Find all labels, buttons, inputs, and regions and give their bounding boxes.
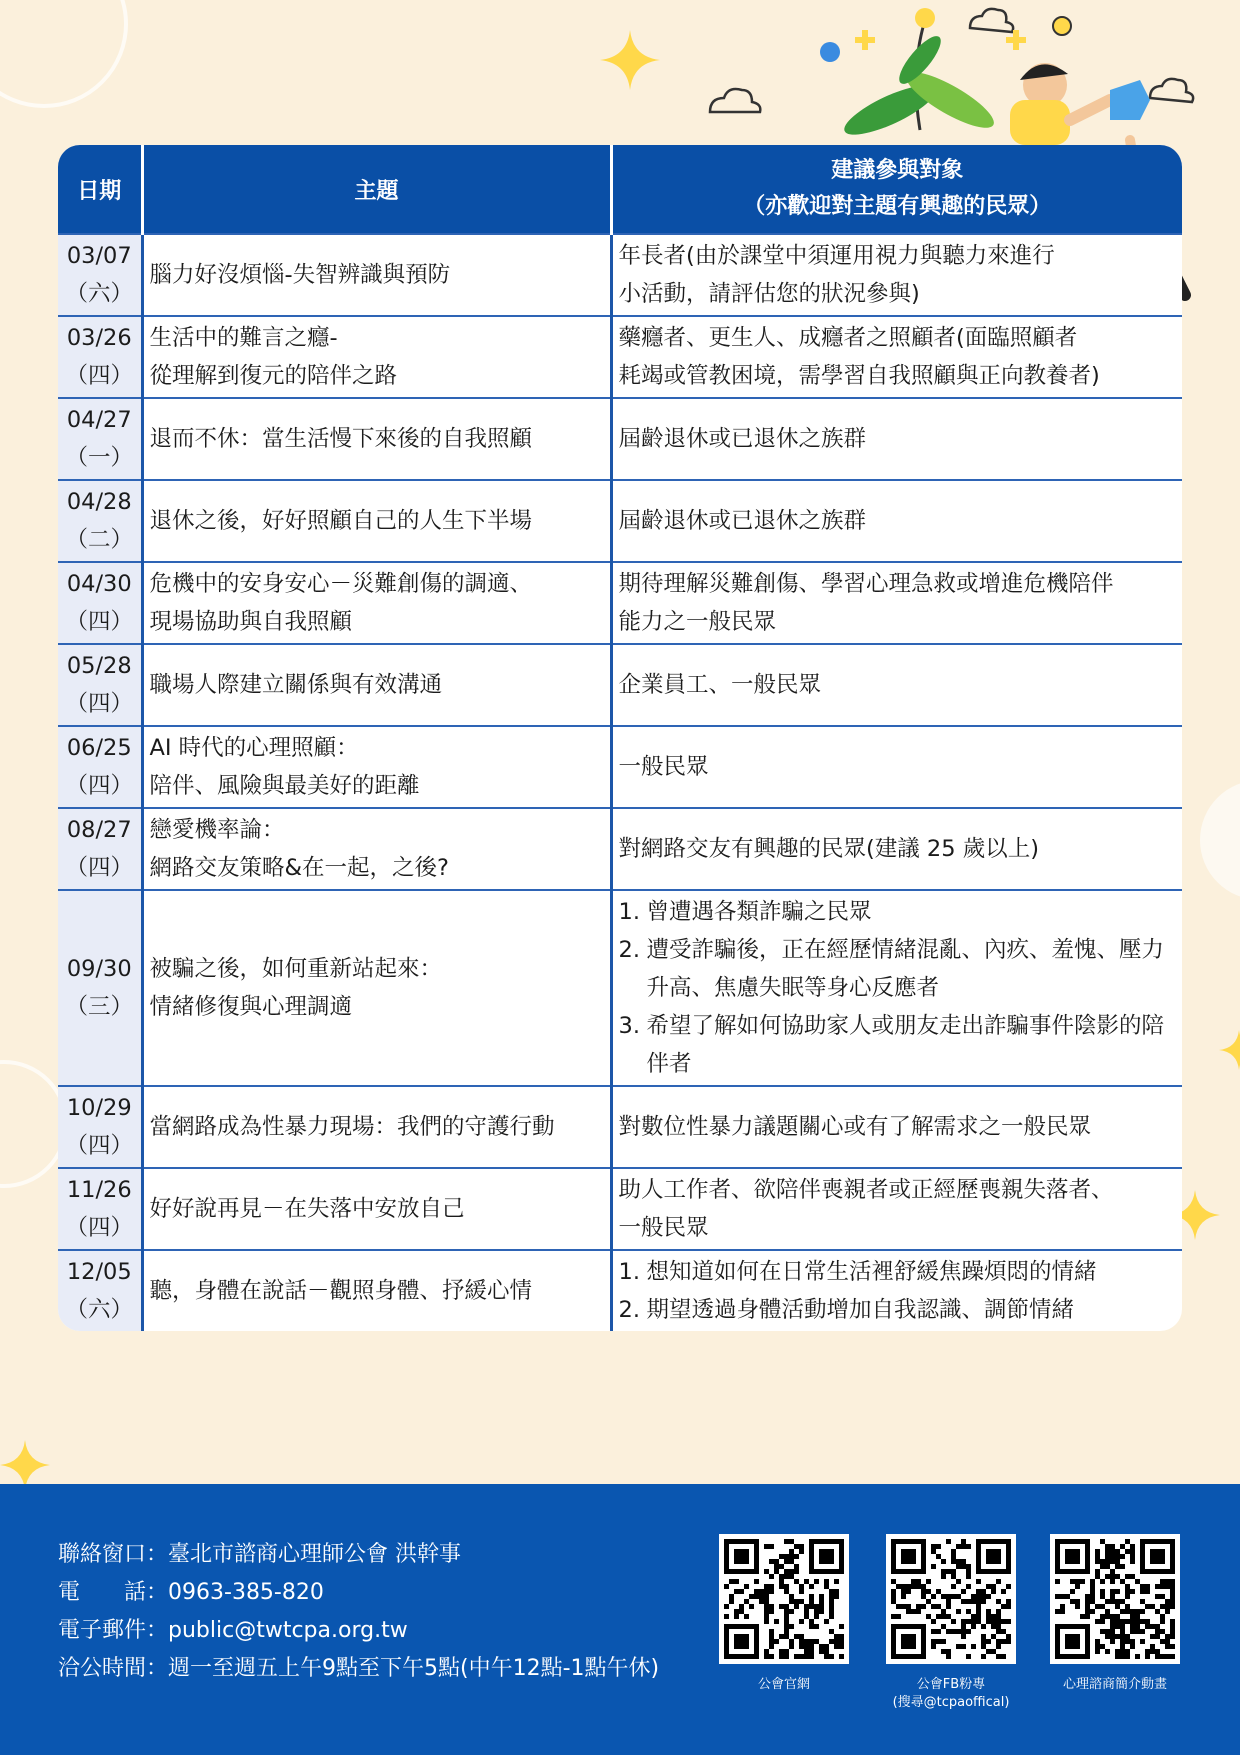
audience-line: 一般民眾 xyxy=(618,1215,709,1241)
header-audience-line2: （亦歡迎對主題有興趣的民眾） xyxy=(743,194,1052,219)
row-date: 10/29 xyxy=(66,1095,132,1121)
row-date: 04/28 xyxy=(66,489,132,515)
topic-cell xyxy=(142,726,611,808)
row-weekday: （四） xyxy=(65,855,133,881)
list-text: 期望透過身體活動增加自我認識、調節情緒 xyxy=(646,1297,1075,1323)
audience-list-item xyxy=(619,893,1177,931)
date-cell xyxy=(58,1250,142,1331)
bg-circle-right xyxy=(1200,780,1240,900)
audience-cell xyxy=(611,890,1182,1086)
date-cell xyxy=(58,1086,142,1168)
row-weekday: （四） xyxy=(65,609,133,635)
qr-fb-page[interactable]: 公會FB粉專 (搜尋@tcpaoffical) xyxy=(886,1534,1016,1712)
audience-list-item xyxy=(619,1253,1177,1291)
topic-line: 腦力好沒煩惱-失智辨識與預防 xyxy=(149,262,451,288)
contact-hours: 洽公時間：週一至週五上午9點至下午5點(中午12點-1點午休) xyxy=(58,1656,660,1681)
row-weekday: （四） xyxy=(65,1215,133,1241)
audience-line: 企業員工、一般民眾 xyxy=(618,672,822,698)
table-row xyxy=(58,1250,1182,1331)
topic-line: 生活中的難言之癮- xyxy=(149,325,338,351)
bg-circle-top-left xyxy=(0,0,128,108)
audience-line: 耗竭或管教困境，需學習自我照顧與正向教養者) xyxy=(618,363,1100,389)
date-cell xyxy=(58,398,142,480)
audience-cell xyxy=(611,808,1182,890)
row-date: 04/27 xyxy=(66,407,132,433)
date-cell xyxy=(58,316,142,398)
table-row xyxy=(58,562,1182,644)
audience-line: 對數位性暴力議題關心或有了解需求之一般民眾 xyxy=(618,1114,1092,1140)
topic-cell xyxy=(142,316,611,398)
audience-line: 對網路交友有興趣的民眾(建議 25 歲以上) xyxy=(618,836,1039,862)
audience-cell xyxy=(611,234,1182,316)
table-row xyxy=(58,1168,1182,1250)
row-weekday: （四） xyxy=(65,773,133,799)
sparkle-icon xyxy=(1218,1030,1240,1070)
date-cell xyxy=(58,1168,142,1250)
row-weekday: （三） xyxy=(65,994,133,1020)
row-weekday: （六） xyxy=(65,281,133,307)
list-number: 2. xyxy=(618,1297,640,1323)
audience-line: 一般民眾 xyxy=(618,754,709,780)
row-date: 09/30 xyxy=(66,956,132,982)
date-cell xyxy=(58,890,142,1086)
phone-link[interactable]: 0963-385-820 xyxy=(168,1580,324,1605)
audience-line: 藥癮者、更生人、成癮者之照顧者(面臨照顧者 xyxy=(618,325,1078,351)
topic-cell xyxy=(142,1250,611,1331)
contact-info xyxy=(58,1536,659,1688)
row-weekday: （二） xyxy=(65,527,133,553)
contact-window: 聯絡窗口：臺北市諮商心理師公會 洪幹事 xyxy=(58,1542,462,1567)
audience-list xyxy=(619,1253,1177,1329)
topic-line: 危機中的安身安心－災難創傷的調適、 xyxy=(149,571,533,597)
audience-cell xyxy=(611,726,1182,808)
header-topic: 主題 xyxy=(142,145,611,234)
topic-line: 現場協助與自我照顧 xyxy=(149,609,353,635)
header-audience-line1: 建議參與對象 xyxy=(831,158,964,183)
audience-cell xyxy=(611,480,1182,562)
table-row xyxy=(58,1086,1182,1168)
topic-cell xyxy=(142,644,611,726)
row-date: 08/27 xyxy=(66,817,132,843)
row-weekday: （四） xyxy=(65,691,133,717)
row-weekday: （四） xyxy=(65,1133,133,1159)
topic-line: 情緒修復與心理調適 xyxy=(149,994,353,1020)
list-number: 1. xyxy=(618,1259,640,1285)
sparkle-icon xyxy=(0,1440,50,1490)
date-cell xyxy=(58,644,142,726)
row-weekday: （六） xyxy=(65,1297,133,1323)
topic-line: 從理解到復元的陪伴之路 xyxy=(149,363,398,389)
list-text: 遭受詐騙後，正在經歷情緒混亂、內疚、羞愧、壓力升高、焦慮失眠等身心反應者 xyxy=(646,937,1165,1001)
date-cell xyxy=(58,562,142,644)
audience-line: 助人工作者、欲陪伴喪親者或正經歷喪親失落者、 xyxy=(618,1177,1114,1203)
topic-line: AI 時代的心理照顧： xyxy=(149,735,359,761)
table-row xyxy=(58,234,1182,316)
date-cell xyxy=(58,808,142,890)
header-audience xyxy=(611,145,1182,234)
qr-code-icon xyxy=(886,1534,1016,1664)
row-date: 04/30 xyxy=(66,571,132,597)
topic-line: 網路交友策略&在一起，之後? xyxy=(149,855,449,881)
table-row xyxy=(58,726,1182,808)
audience-list-item xyxy=(619,1007,1177,1083)
qr-counseling-animation[interactable]: 心理諮商簡介動畫 xyxy=(1050,1534,1180,1694)
list-text: 想知道如何在日常生活裡舒緩焦躁煩悶的情緒 xyxy=(646,1259,1097,1285)
topic-cell xyxy=(142,1168,611,1250)
audience-list xyxy=(619,893,1177,1083)
topic-line: 退而不休：當生活慢下來後的自我照顧 xyxy=(149,426,533,452)
date-cell xyxy=(58,480,142,562)
topic-cell xyxy=(142,890,611,1086)
row-date: 06/25 xyxy=(66,735,132,761)
topic-line: 戀愛機率論： xyxy=(149,817,285,843)
audience-cell xyxy=(611,562,1182,644)
topic-line: 被騙之後，如何重新站起來： xyxy=(149,956,443,982)
list-number: 1. xyxy=(618,899,640,925)
audience-line: 期待理解災難創傷、學習心理急救或增進危機陪伴 xyxy=(618,571,1114,597)
topic-cell xyxy=(142,480,611,562)
row-date: 11/26 xyxy=(66,1177,132,1203)
date-cell xyxy=(58,234,142,316)
audience-line: 能力之一般民眾 xyxy=(618,609,777,635)
row-date: 05/28 xyxy=(66,653,132,679)
table-row xyxy=(58,644,1182,726)
topic-line: 退休之後，好好照顧自己的人生下半場 xyxy=(149,508,533,534)
audience-cell xyxy=(611,398,1182,480)
row-date: 03/07 xyxy=(66,243,132,269)
audience-cell xyxy=(611,316,1182,398)
row-date: 12/05 xyxy=(66,1259,132,1285)
list-number: 2. xyxy=(618,937,640,963)
list-text: 希望了解如何協助家人或朋友走出詐騙事件陰影的陪伴者 xyxy=(646,1013,1165,1077)
list-text: 曾遭遇各類詐騙之民眾 xyxy=(646,899,872,925)
date-cell xyxy=(58,726,142,808)
topic-line: 職場人際建立關係與有效溝通 xyxy=(149,672,443,698)
email-link[interactable]: public@twtcpa.org.tw xyxy=(168,1618,408,1643)
topic-cell xyxy=(142,234,611,316)
row-date: 03/26 xyxy=(66,325,132,351)
topic-line: 當網路成為性暴力現場：我們的守護行動 xyxy=(149,1114,555,1140)
topic-line: 聽，身體在說話－觀照身體、抒緩心情 xyxy=(149,1278,533,1304)
audience-cell xyxy=(611,1250,1182,1331)
row-weekday: （四） xyxy=(65,363,133,389)
audience-cell xyxy=(611,1086,1182,1168)
table-row xyxy=(58,890,1182,1086)
header-date: 日期 xyxy=(58,145,142,234)
row-weekday: （一） xyxy=(65,445,133,471)
audience-cell xyxy=(611,1168,1182,1250)
contact-phone: 電 話：0963-385-820 xyxy=(58,1580,324,1605)
topic-cell xyxy=(142,808,611,890)
schedule-table xyxy=(58,145,1182,1331)
topic-line: 好好說再見－在失落中安放自己 xyxy=(149,1196,465,1222)
contact-email: 電子郵件：public@twtcpa.org.tw xyxy=(58,1618,408,1643)
qr-code-icon xyxy=(1050,1534,1180,1664)
audience-list-item xyxy=(619,931,1177,1007)
qr-code-icon xyxy=(719,1534,849,1664)
topic-cell xyxy=(142,562,611,644)
audience-line: 小活動，請評估您的狀況參與) xyxy=(618,281,920,307)
topic-line: 陪伴、風險與最美好的距離 xyxy=(149,773,420,799)
audience-line: 屆齡退休或已退休之族群 xyxy=(618,426,867,452)
qr-official-site[interactable]: 公會官網 xyxy=(719,1534,849,1694)
audience-line: 年長者(由於課堂中須運用視力與聽力來進行 xyxy=(618,243,1055,269)
table-header-row xyxy=(58,145,1182,234)
audience-list-item xyxy=(619,1291,1177,1329)
topic-cell xyxy=(142,398,611,480)
audience-line: 屆齡退休或已退休之族群 xyxy=(618,508,867,534)
table-row xyxy=(58,398,1182,480)
table-row xyxy=(58,808,1182,890)
table-row xyxy=(58,316,1182,398)
topic-cell xyxy=(142,1086,611,1168)
audience-cell xyxy=(611,644,1182,726)
table-row xyxy=(58,480,1182,562)
footer xyxy=(0,1484,1240,1755)
list-number: 3. xyxy=(618,1013,640,1039)
